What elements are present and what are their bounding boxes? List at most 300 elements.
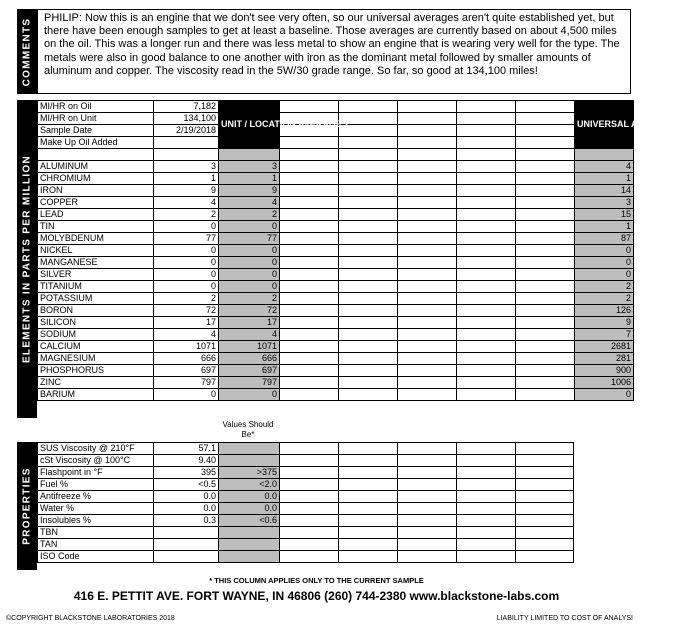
blank-cell [154, 149, 219, 161]
history-cell [339, 232, 398, 244]
history-cell [398, 467, 457, 479]
history-cell [516, 503, 574, 515]
history-cell [398, 101, 457, 113]
history-cell [457, 515, 516, 527]
history-cell [516, 268, 575, 280]
history-cell [339, 184, 398, 196]
history-cell [280, 455, 339, 467]
property-should-be: 0.0 [219, 491, 280, 503]
element-row [38, 244, 634, 256]
element-universal-average: 281 [575, 352, 634, 364]
element-row [38, 172, 634, 184]
history-cell [280, 196, 339, 208]
info-label: MI/HR on Unit [38, 113, 154, 125]
element-row [38, 292, 634, 304]
element-universal-average: 2 [575, 280, 634, 292]
history-cell [516, 551, 574, 563]
property-name: SUS Viscosity @ 210°F [38, 443, 154, 455]
history-cell [280, 304, 339, 316]
element-name: TITANIUM [38, 280, 154, 292]
element-unit-average: 0 [219, 280, 280, 292]
property-row [38, 503, 574, 515]
history-cell [457, 316, 516, 328]
blank-cell [575, 149, 634, 161]
history-cell [339, 340, 398, 352]
history-cell [339, 467, 398, 479]
values-should-be-label: Values Should Be* [222, 420, 274, 439]
element-value: 17 [154, 316, 219, 328]
element-universal-average: 2681 [575, 340, 634, 352]
history-cell [280, 491, 339, 503]
history-cell [398, 364, 457, 376]
element-value: 0 [154, 220, 219, 232]
history-cell [516, 539, 574, 551]
history-cell [457, 232, 516, 244]
elements-sidebar [17, 100, 37, 418]
history-cell [339, 364, 398, 376]
element-unit-average: 17 [219, 316, 280, 328]
blank-cell [398, 149, 457, 161]
element-universal-average: 15 [575, 208, 634, 220]
properties-sidebar [17, 442, 37, 570]
property-name: Insolubles % [38, 515, 154, 527]
element-unit-average: 9 [219, 184, 280, 196]
element-name: SILICON [38, 316, 154, 328]
copyright: ©COPYRIGHT BLACKSTONE LABORATORIES 2018 [6, 615, 175, 622]
unit-location-header: UNIT / LOCATION AVERAGES [219, 101, 280, 149]
element-universal-average: 0 [575, 256, 634, 268]
history-cell [339, 256, 398, 268]
history-cell [339, 455, 398, 467]
info-label: Make Up Oil Added [38, 137, 154, 149]
element-name: SODIUM [38, 328, 154, 340]
history-cell [339, 352, 398, 364]
property-value [154, 539, 219, 551]
property-row [38, 527, 574, 539]
element-value: 797 [154, 376, 219, 388]
property-value: 0.3 [154, 515, 219, 527]
history-cell [398, 113, 457, 125]
history-cell [398, 503, 457, 515]
history-cell [280, 328, 339, 340]
property-name: Water % [38, 503, 154, 515]
element-value: 0 [154, 388, 219, 400]
history-cell [339, 328, 398, 340]
element-value: 77 [154, 232, 219, 244]
history-cell [339, 376, 398, 388]
history-cell [457, 113, 516, 125]
history-cell [398, 539, 457, 551]
element-name: MOLYBDENUM [38, 232, 154, 244]
history-cell [457, 491, 516, 503]
history-cell [516, 364, 575, 376]
history-cell [339, 388, 398, 400]
footer-note: * THIS COLUMN APPLIES ONLY TO THE CURRENT SAMPLE [209, 576, 424, 585]
property-row [38, 443, 574, 455]
element-unit-average: 2 [219, 208, 280, 220]
element-name: LEAD [38, 208, 154, 220]
element-universal-average: 900 [575, 364, 634, 376]
history-cell [457, 503, 516, 515]
info-value: 134,100 [154, 113, 219, 125]
element-value: 1071 [154, 340, 219, 352]
history-cell [339, 551, 398, 563]
history-cell [516, 515, 574, 527]
element-row [38, 256, 634, 268]
property-value [154, 527, 219, 539]
history-cell [280, 220, 339, 232]
history-cell [398, 479, 457, 491]
element-value: 2 [154, 292, 219, 304]
element-row [38, 364, 634, 376]
element-universal-average: 1006 [575, 376, 634, 388]
history-cell [280, 172, 339, 184]
element-value: 2 [154, 208, 219, 220]
history-cell [339, 196, 398, 208]
blank-cell [38, 149, 154, 161]
element-universal-average: 3 [575, 196, 634, 208]
history-cell [398, 196, 457, 208]
element-unit-average: 0 [219, 388, 280, 400]
history-cell [339, 515, 398, 527]
history-cell [398, 292, 457, 304]
liability-note: LIABILITY LIMITED TO COST OF ANALYSI [496, 615, 633, 622]
element-universal-average: 9 [575, 316, 634, 328]
history-cell [398, 232, 457, 244]
history-cell [339, 220, 398, 232]
element-universal-average: 2 [575, 292, 634, 304]
universal-header: UNIVERSAL AVERAGES [575, 101, 634, 149]
history-cell [516, 220, 575, 232]
history-cell [398, 515, 457, 527]
properties-table [37, 442, 574, 563]
history-cell [457, 137, 516, 149]
history-cell [398, 340, 457, 352]
history-cell [280, 160, 339, 172]
history-cell [516, 388, 575, 400]
history-cell [457, 376, 516, 388]
info-value: 7,182 [154, 101, 219, 113]
history-cell [457, 292, 516, 304]
history-cell [516, 304, 575, 316]
history-cell [280, 340, 339, 352]
history-cell [398, 316, 457, 328]
history-cell [457, 443, 516, 455]
property-should-be: >375 [219, 467, 280, 479]
element-unit-average: 666 [219, 352, 280, 364]
element-row [38, 220, 634, 232]
history-cell [280, 137, 339, 149]
info-row [38, 101, 634, 113]
property-name: TBN [38, 527, 154, 539]
history-cell [516, 256, 575, 268]
history-cell [280, 364, 339, 376]
element-universal-average: 7 [575, 328, 634, 340]
history-cell [516, 208, 575, 220]
blank-row [38, 149, 634, 161]
element-value: 666 [154, 352, 219, 364]
element-universal-average: 0 [575, 268, 634, 280]
history-cell [457, 455, 516, 467]
history-cell [280, 467, 339, 479]
property-should-be [219, 527, 280, 539]
history-cell [280, 479, 339, 491]
history-cell [398, 527, 457, 539]
property-value: 0.0 [154, 503, 219, 515]
blank-cell [219, 149, 280, 161]
element-name: COPPER [38, 196, 154, 208]
history-cell [280, 208, 339, 220]
element-name: NICKEL [38, 244, 154, 256]
history-cell [339, 160, 398, 172]
element-name: SILVER [38, 268, 154, 280]
history-cell [339, 268, 398, 280]
property-should-be [219, 443, 280, 455]
history-cell [398, 304, 457, 316]
property-should-be [219, 539, 280, 551]
property-row [38, 467, 574, 479]
property-name: cSt Viscosity @ 100°C [38, 455, 154, 467]
history-cell [516, 137, 575, 149]
element-unit-average: 0 [219, 220, 280, 232]
element-name: ZINC [38, 376, 154, 388]
element-value: 4 [154, 196, 219, 208]
element-name: ALUMINUM [38, 160, 154, 172]
history-cell [339, 479, 398, 491]
history-cell [516, 467, 574, 479]
history-cell [457, 172, 516, 184]
history-cell [457, 388, 516, 400]
properties-label: PROPERTIES [21, 467, 33, 545]
history-cell [280, 376, 339, 388]
info-row [38, 137, 634, 149]
element-universal-average: 0 [575, 244, 634, 256]
history-cell [457, 268, 516, 280]
element-universal-average: 1 [575, 172, 634, 184]
lab-address: 416 E. PETTIT AVE. FORT WAYNE, IN 46806 (260) 744-2380 www.blackstone-labs.com [73, 589, 560, 603]
element-row [38, 340, 634, 352]
element-unit-average: 4 [219, 328, 280, 340]
history-cell [457, 220, 516, 232]
history-cell [457, 328, 516, 340]
history-cell [398, 137, 457, 149]
property-value: 395 [154, 467, 219, 479]
info-label: Sample Date [38, 125, 154, 137]
element-unit-average: 0 [219, 256, 280, 268]
element-unit-average: 2 [219, 292, 280, 304]
history-cell [457, 244, 516, 256]
element-row [38, 316, 634, 328]
element-value: 3 [154, 160, 219, 172]
element-unit-average: 697 [219, 364, 280, 376]
history-cell [457, 539, 516, 551]
element-value: 1 [154, 172, 219, 184]
property-should-be: 0.0 [219, 503, 280, 515]
element-unit-average: 72 [219, 304, 280, 316]
history-cell [280, 256, 339, 268]
info-label: MI/HR on Oil [38, 101, 154, 113]
element-row [38, 388, 634, 400]
history-cell [398, 328, 457, 340]
history-cell [516, 184, 575, 196]
history-cell [457, 551, 516, 563]
blank-cell [457, 149, 516, 161]
element-value: 0 [154, 268, 219, 280]
history-cell [398, 491, 457, 503]
history-cell [457, 280, 516, 292]
history-cell [516, 491, 574, 503]
element-universal-average: 14 [575, 184, 634, 196]
property-name: Fuel % [38, 479, 154, 491]
history-cell [280, 232, 339, 244]
history-cell [339, 443, 398, 455]
history-cell [516, 244, 575, 256]
element-universal-average: 4 [575, 160, 634, 172]
property-should-be [219, 551, 280, 563]
history-cell [280, 388, 339, 400]
history-cell [280, 292, 339, 304]
property-name: Flashpoint in °F [38, 467, 154, 479]
history-cell [339, 491, 398, 503]
element-unit-average: 0 [219, 244, 280, 256]
history-cell [398, 455, 457, 467]
element-row [38, 232, 634, 244]
element-value: 0 [154, 256, 219, 268]
element-unit-average: 797 [219, 376, 280, 388]
history-cell [457, 256, 516, 268]
history-cell [398, 376, 457, 388]
blank-cell [516, 149, 575, 161]
history-cell [457, 184, 516, 196]
element-unit-average: 4 [219, 196, 280, 208]
history-cell [280, 515, 339, 527]
history-cell [516, 376, 575, 388]
history-cell [339, 304, 398, 316]
history-cell [398, 352, 457, 364]
element-name: BARIUM [38, 388, 154, 400]
element-value: 0 [154, 280, 219, 292]
comments-label: COMMENTS [21, 17, 33, 86]
property-value: 57.1 [154, 443, 219, 455]
property-name: TAN [38, 539, 154, 551]
element-row [38, 196, 634, 208]
history-cell [516, 352, 575, 364]
history-cell [457, 340, 516, 352]
history-cell [339, 280, 398, 292]
property-value [154, 551, 219, 563]
history-cell [280, 539, 339, 551]
history-cell [398, 388, 457, 400]
history-cell [457, 527, 516, 539]
history-cell [457, 160, 516, 172]
history-cell [516, 443, 574, 455]
history-cell [339, 208, 398, 220]
history-cell [457, 101, 516, 113]
history-cell [280, 280, 339, 292]
history-cell [457, 352, 516, 364]
element-universal-average: 1 [575, 220, 634, 232]
history-cell [516, 455, 574, 467]
element-row [38, 268, 634, 280]
element-row [38, 184, 634, 196]
property-name: Antifreeze % [38, 491, 154, 503]
history-cell [457, 467, 516, 479]
element-unit-average: 77 [219, 232, 280, 244]
history-cell [339, 137, 398, 149]
element-row [38, 328, 634, 340]
element-universal-average: 0 [575, 388, 634, 400]
history-cell [339, 316, 398, 328]
element-unit-average: 0 [219, 268, 280, 280]
history-cell [398, 160, 457, 172]
history-cell [398, 172, 457, 184]
property-should-be [219, 455, 280, 467]
element-row [38, 208, 634, 220]
history-cell [516, 101, 575, 113]
history-cell [457, 479, 516, 491]
history-cell [457, 196, 516, 208]
element-row [38, 280, 634, 292]
element-universal-average: 87 [575, 232, 634, 244]
history-cell [516, 340, 575, 352]
history-cell [516, 125, 575, 137]
comments-sidebar [17, 9, 37, 94]
history-cell [398, 208, 457, 220]
element-value: 0 [154, 244, 219, 256]
property-should-be: <0.6 [219, 515, 280, 527]
history-cell [339, 292, 398, 304]
element-row [38, 376, 634, 388]
element-row [38, 304, 634, 316]
property-name: ISO Code [38, 551, 154, 563]
element-unit-average: 1 [219, 172, 280, 184]
history-cell [280, 184, 339, 196]
history-cell [339, 172, 398, 184]
history-cell [516, 196, 575, 208]
element-name: TIN [38, 220, 154, 232]
history-cell [339, 527, 398, 539]
history-cell [280, 503, 339, 515]
history-cell [280, 551, 339, 563]
element-unit-average: 3 [219, 160, 280, 172]
history-cell [398, 551, 457, 563]
history-cell [280, 352, 339, 364]
history-cell [339, 244, 398, 256]
history-cell [398, 184, 457, 196]
info-value [154, 137, 219, 149]
history-cell [457, 364, 516, 376]
property-row [38, 539, 574, 551]
history-cell [516, 479, 574, 491]
history-cell [398, 443, 457, 455]
history-cell [398, 220, 457, 232]
history-cell [516, 232, 575, 244]
history-cell [339, 503, 398, 515]
history-cell [516, 172, 575, 184]
element-name: MANGANESE [38, 256, 154, 268]
element-name: CALCIUM [38, 340, 154, 352]
property-row [38, 515, 574, 527]
comments-text: PHILIP: Now this is an engine that we don't see very often, so our universal averages aren't quite established yet, but there have been enough samples to get at least a baseline. Those averages are currently based on about 4,500 miles on the oil. This was a longer run and there was less metal to show an engine that is wearing very well for the type. The metals were also in good balance to one another with iron as the dominant metal followed by smaller amounts of aluminum and copper. The viscosity read in the 5W/30 grade range. So far, so good at 134,100 miles! [44, 12, 620, 77]
property-row [38, 491, 574, 503]
property-row [38, 551, 574, 563]
history-cell [516, 328, 575, 340]
history-cell [280, 316, 339, 328]
elements-table [37, 100, 681, 401]
history-cell [398, 256, 457, 268]
history-cell [398, 244, 457, 256]
history-cell [280, 443, 339, 455]
